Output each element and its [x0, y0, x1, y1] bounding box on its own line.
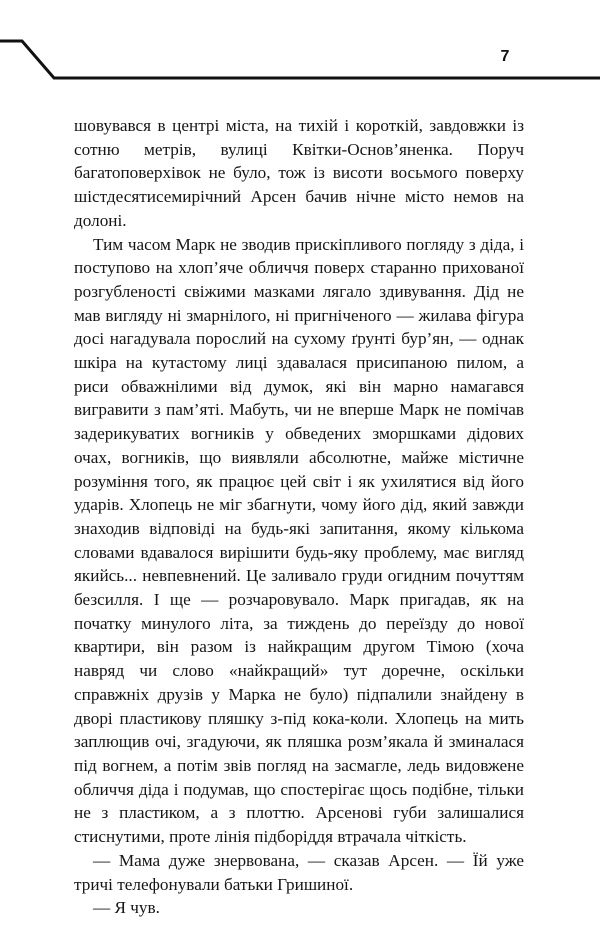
page-number: 7: [500, 48, 510, 65]
text-body: [74, 114, 524, 920]
paragraph-2: Тим часом Марк не зводив прискіпливого погляду з діда, і поступово на хлоп’яче обличчя поверх старанно прихованої розгубленості свіжими мазками лягало здивування. Дід не мав вигляду ні змарнілого, ні пригніченого — жилава фігура досі нагадувала порослий на сухому ґрунті бур’ян, — однак шкіра на кутастому лиці здавалася присипаною пилом, а риси обважнілими від думок, які він марно намагався вигравити з пам’яті. Мабуть, чи не вперше Марк не помічав задерикуватих вогників у обведених зморшками дідових очах, вогників, що виявляли абсолютне, майже містичне розуміння того, як працює цей світ і як ухилятися від його ударів. Хлопець не міг збагнути, чому його дід, який завжди знаходив відповіді на будь-які запитання, якому кількома словами вдавалося вирішити будь-яку проблему, має вигляд якийсь... невпевнений. Це заливало груди огидним почуттям безсилля. І ще — розчаровувало. Марк пригадав, як на початку минулого літа, за тиждень до переїзду до нової квартири, він разом із найкращим другом Тімою (хоча навряд чи слово «найкращий» тут доречне, оскільки справжніх друзів у Марка не було) підпалили знайдену в дворі пластикову пляшку з-під кока-коли. Хлопець на мить заплющив очі, згадуючи, як пляшка розм’якала й зминалася під вогнем, а потім звів погляд на засмагле, ледь видовжене обличчя діда і подумав, що спостерігає щось подібне, тільки не з пластиком, а з плоттю. Арсенові губи залишалися стиснутими, проте лінія підборіддя втрачала чіткість.: [74, 234, 524, 847]
paragraph-4: — Я чув.: [93, 898, 160, 918]
paragraph-1: шовувався в центрі міста, на тихій і короткій, завдовжки із сотню метрів, вулиці Квітки-Основ’яненка. Поруч багатоповерхівок не було, тож із висоти восьмого поверху шістдесятисемирічний Арсен бачив нічне місто немов на долоні.: [74, 116, 524, 230]
paragraph-3: — Мама дуже знервована, — сказав Арсен. — Їй уже тричі телефонували батьки Гришиної.: [74, 850, 524, 894]
header-rule: [0, 0, 600, 90]
